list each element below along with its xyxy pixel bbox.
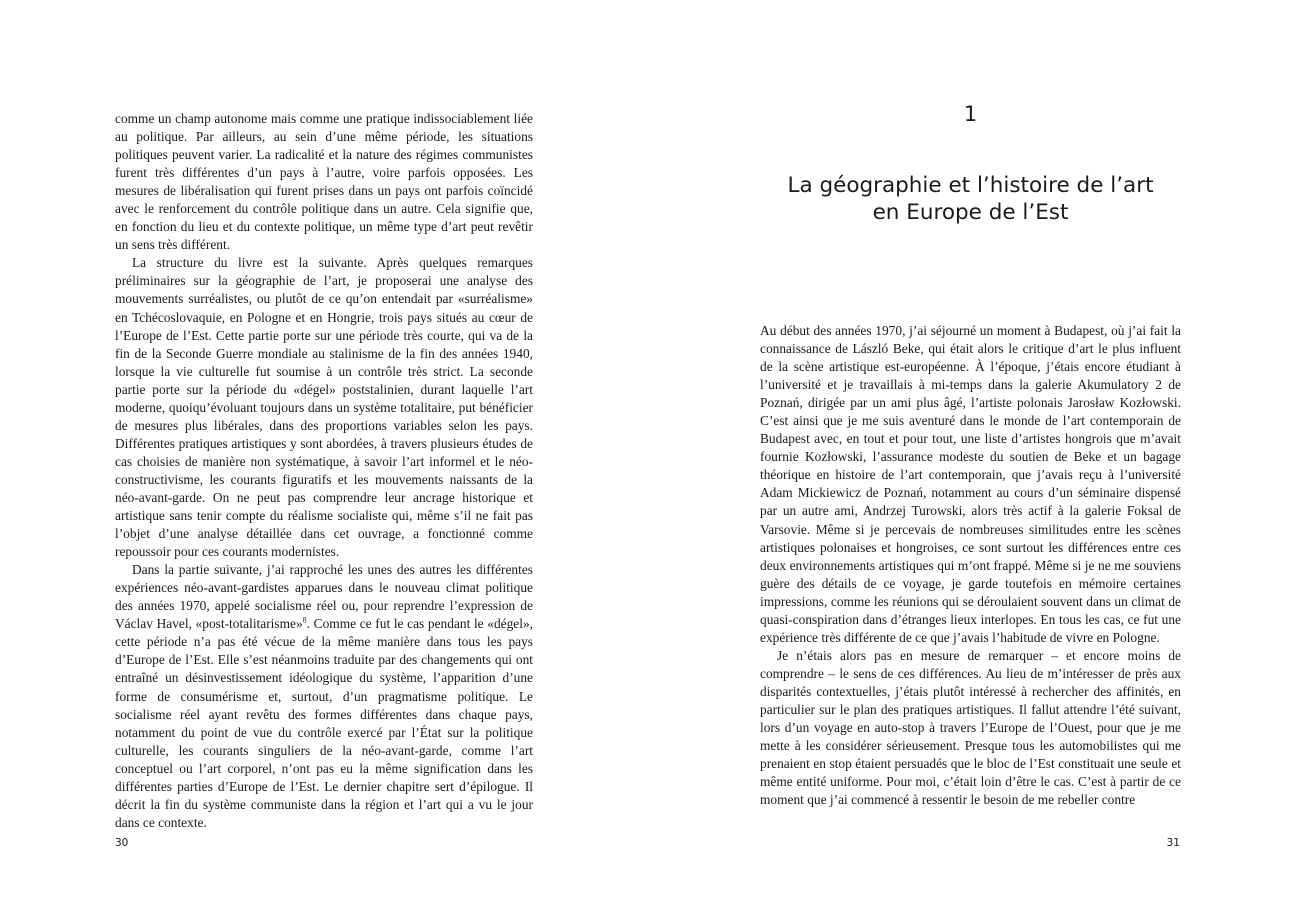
left-page [0,0,646,913]
left-paragraph-1: comme un champ autonome mais comme une pratique indissociablement liée au politique. Par ailleurs, au sein d’une même période, les situations politiques peuvent varier. La radicalité et la nature des régimes communistes furent très différentes d’un pays à l’autre, voire parfois opposées. Les mesures de libéralisation qui furent prises dans un pays ont parfois coïncidé avec le renforcement du contrôle politique dans un autre. Cela signifie que, en fonction du lieu et du contexte politique, un même type d’art peut revêtir un sens très différent. [115,111,533,253]
left-page-number: 30 [115,837,129,849]
chapter-number: 1 [963,102,978,126]
footnote-reference[interactable]: 8 [302,615,307,625]
left-paragraph-3 [115,561,533,832]
right-page-number: 31 [1166,837,1180,849]
left-page-body [115,110,533,832]
right-page [646,0,1293,913]
chapter-title-line-2: en Europe de l’Est [872,200,1069,225]
left-paragraph-2: La structure du livre est la suivante. Après quelques remarques préliminaires sur la géographie de l’art, je proposerai une analyse des mouvements surréalistes, ou plutôt de ce qu’on entendait par «surréalisme» en Tchécoslovaquie, en Pologne et en Hongrie, trois pays situés au cœur de l’Europe de l’Est. Cette partie porte sur une période très courte, qui va de la fin de la Seconde Guerre mondiale au stalinisme de la fin des années 1940, lorsque la vie culturelle fut soumise à un contrôle très strict. La seconde partie porte sur la période du «dégel» poststalinien, durant laquelle l’art moderne, quoiqu’évoluant toujours dans un système totalitaire, put bénéficier de mesures plus libérales, dans des proportions variables selon les pays. Différentes pratiques artistiques y sont abordées, à travers plusieurs études de cas choisies de manière non systématique, à savoir l’art informel et le néo-constructivisme, les courants figuratifs et les mouvements naissants de la néo-avant-garde. On ne peut pas comprendre leur ancrage historique et artistique sans tenir compte du réalisme socialiste qui, même s’il ne fait pas l’objet d’une analyse détaillée dans cet ouvrage, a fonctionné comme repoussoir pour ces courants modernistes. [115,255,533,560]
chapter-title-line-1: La géographie et l’histoire de l’art [787,173,1154,198]
right-paragraph-1: Au début des années 1970, j’ai séjourné un moment à Budapest, où j’ai fait la connaissance de László Beke, qui était alors le critique d’art le plus influent de la scène artistique est-européenne. À l’époque, j’étais encore étudiant à l’université et je travaillais à mi-temps dans la galerie Akumulatory 2 de Poznań, dirigée par un ami plus âgé, l’artiste polonais Jarosław Kozłowski. C’est ainsi que je me suis aventuré dans le monde de l’art contemporain de Budapest avec, en tout et pour tout, une liste d’artistes hongrois que m’avait fournie Kozłowski, l’assurance modeste du soutien de Beke et un bagage théorique en histoire de l’art contemporain, que j’avais reçu à l’université Adam Mickiewicz de Poznań, notamment au cours d’un séminaire dispensé par un autre ami, Andrzej Turowski, alors très actif à la galerie Foksal de Varsovie. Même si je percevais de nombreuses similitudes entre les scènes artistiques polonaises et hongroises, ce sont surtout les différences entre ces deux environnements artistiques qui m’ont frappé. Même si je ne me souviens guère des détails de ce voyage, je garde toutefois en mémoire certaines impressions, comme les réunions qui se déroulaient souvent dans un climat de quasi-conspiration dans d’étranges lieux interlopes. En tous les cas, ce fut une expérience très différente de ce que j’avais l’habitude de vivre en Pologne. [760,323,1181,645]
right-paragraph-2: Je n’étais alors pas en mesure de remarquer – et encore moins de comprendre – le sens de ces différences. Au lieu de m’intéresser de près aux disparités contextuelles, j’étais plutôt intéressé à rechercher des affinités, en particulier sur le plan des pratiques artistiques. Il fallut attendre l’été suivant, lors d’un voyage en auto-stop à travers l’Europe de l’Ouest, pour que je me mette à les considérer sérieusement. Presque tous les automobilistes qui me prenaient en stop étaient persuadés que le bloc de l’Est constituait une seule et même entité uniforme. Pour moi, c’était loin d’être le cas. C’est à partir de ce moment que j’ai commencé à ressentir le besoin de me rebeller contre [760,647,1181,808]
left-paragraph-3-start: Dans la partie suivante, j’ai rapproché les unes des autres les différentes expériences néo-avant-gardistes apparues dans le nouveau climat politique des années 1970, appelé socialisme réel ou, pour reprendre l’expression de Václav Havel, «post-totalitarisme» [115,562,533,632]
left-paragraph-3-end: . Comme ce fut le cas pendant le «dégel», cette période n’a pas été vécue de la même manière dans tous les pays d’Europe de l’Est. Elle s’est néanmoins traduite par des changements qui ont entraîné un désinvestissement idéologique du système, l’apparition d’une forme de consumérisme et, surtout, d’un pragmatisme politique. Le socialisme réel ayant revêtu des formes différentes dans chaque pays, notamment du point de vue du contrôle exercé par l’État sur la politique culturelle, les courants singuliers de la néo-avant-garde, comme l’art conceptuel ou l’art corporel, n’ont pas eu la même signification dans les différentes parties d’Europe de l’Est. Le dernier chapitre sert d’épilogue. Il décrit la fin du système communiste dans la région et l’art qui a vu le jour dans ce contexte. [115,616,534,830]
right-page-body [760,322,1181,809]
chapter-title [760,172,1181,226]
